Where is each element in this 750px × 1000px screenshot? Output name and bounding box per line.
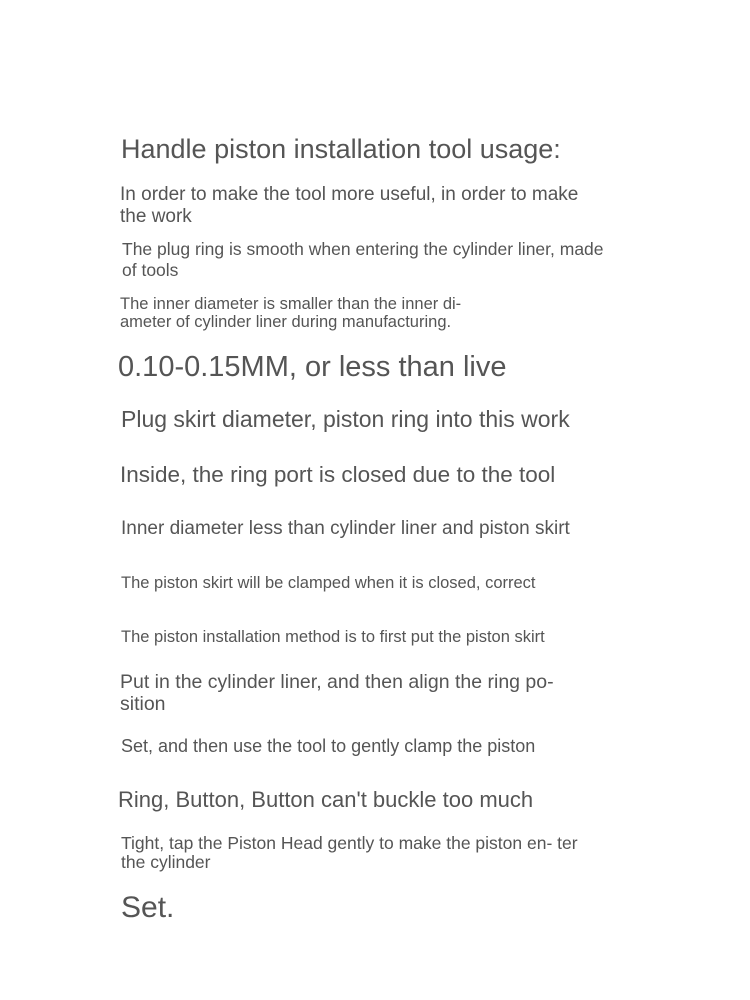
page-title: Handle piston installation tool usage: — [121, 134, 561, 164]
instruction-line-7: Inner diameter less than cylinder liner and piston skirt — [121, 518, 570, 539]
instruction-line-9: The piston installation method is to first put the piston skirt — [121, 628, 545, 646]
instruction-line-14: Set. — [121, 891, 175, 924]
instruction-line-1: In order to make the tool more useful, in order to make the work — [120, 184, 579, 227]
instruction-line-2: The plug ring is smooth when entering the cylinder liner, made of tools — [122, 239, 604, 280]
instruction-line-6: Inside, the ring port is closed due to the tool — [120, 462, 556, 487]
instruction-line-3: The inner diameter is smaller than the inner di- ameter of cylinder liner during manufacturing. — [120, 295, 462, 331]
instruction-line-11: Set, and then use the tool to gently clamp the piston — [121, 736, 536, 756]
instruction-line-4: 0.10-0.15MM, or less than live — [118, 351, 507, 383]
instruction-line-12: Ring, Button, Button can't buckle too much — [118, 787, 534, 812]
instruction-line-8: The piston skirt will be clamped when it is closed, correct — [121, 574, 536, 592]
instruction-line-10: Put in the cylinder liner, and then align the ring po- sition — [120, 671, 554, 715]
instruction-line-13: Tight, tap the Piston Head gently to make the piston en- ter the cylinder — [121, 833, 578, 872]
instruction-line-5: Plug skirt diameter, piston ring into this work — [121, 406, 570, 432]
